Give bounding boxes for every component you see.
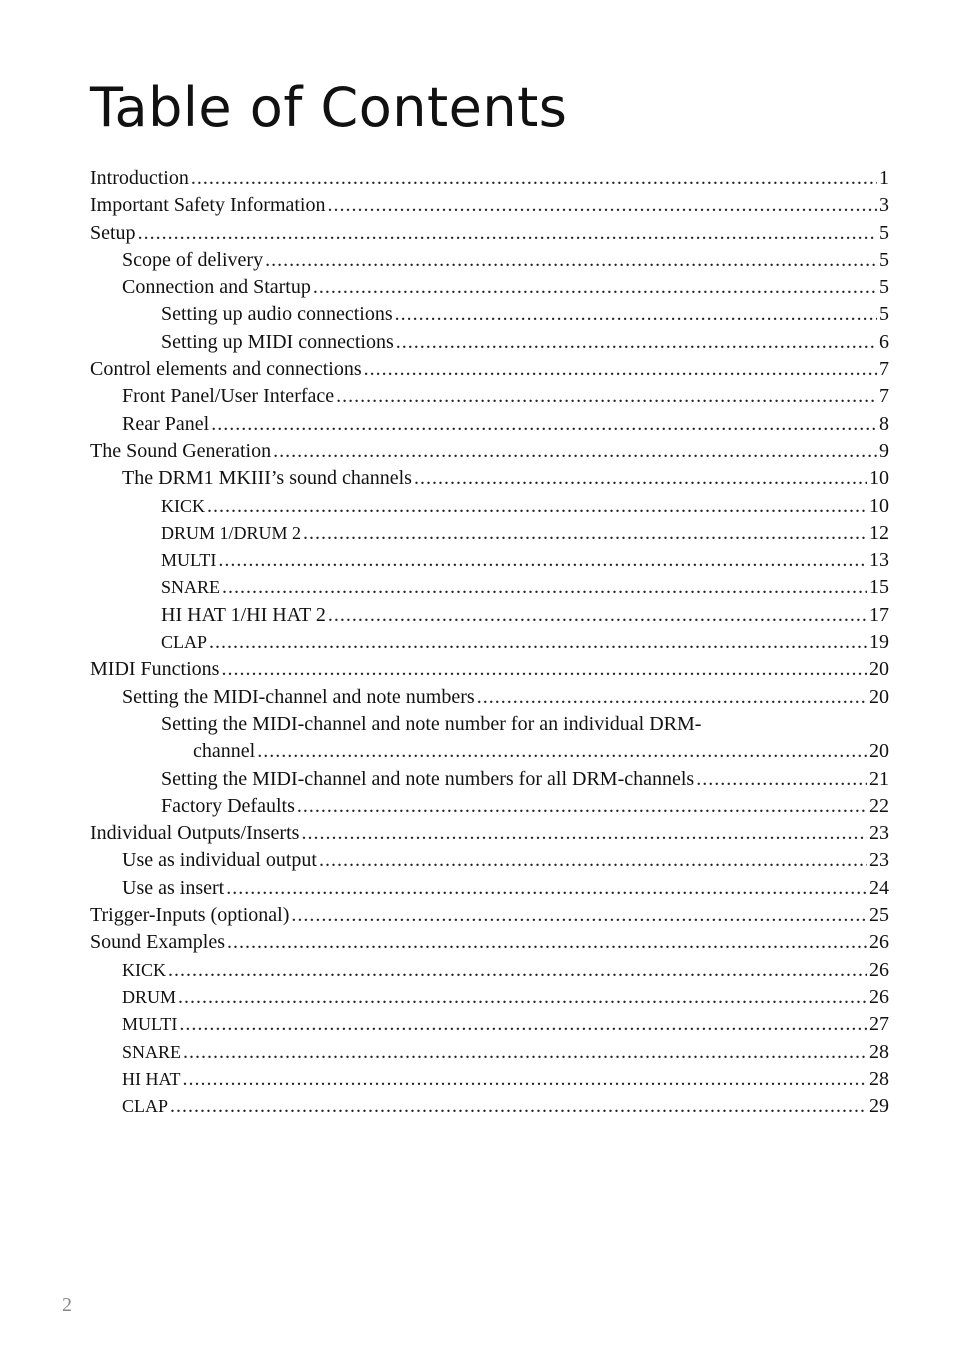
dot-leader xyxy=(191,165,877,192)
toc-entry-label: HI HAT 1/HI HAT 2 xyxy=(161,603,326,626)
toc-entry-page: 28 xyxy=(869,1040,889,1063)
dot-leader xyxy=(218,547,867,574)
toc-entry-label: MULTI xyxy=(122,1014,178,1035)
toc-entry-page: 29 xyxy=(869,1095,889,1118)
toc-entry-page: 13 xyxy=(869,549,889,572)
dot-leader xyxy=(221,656,867,683)
toc-entry-page: 19 xyxy=(869,631,889,654)
toc-entry-page: 22 xyxy=(869,794,889,817)
toc-entry-label: Important Safety Information xyxy=(90,194,326,217)
toc-entry[interactable] xyxy=(90,902,889,929)
toc-entry[interactable] xyxy=(90,875,889,902)
toc-entry-label-continued: channel xyxy=(193,740,256,763)
toc-entry-label: Setting up audio connections xyxy=(161,303,393,326)
dot-leader xyxy=(395,301,877,328)
toc-entry-page: 26 xyxy=(869,958,889,981)
dot-leader xyxy=(227,929,867,956)
toc-entry[interactable] xyxy=(90,411,889,438)
toc-entry[interactable] xyxy=(90,1066,889,1093)
dot-leader xyxy=(301,820,867,847)
dot-leader xyxy=(477,684,867,711)
toc-entry-label: Setup xyxy=(90,221,136,244)
toc-entry-page: 17 xyxy=(869,603,889,626)
toc-entry[interactable] xyxy=(90,165,889,192)
toc-entry[interactable] xyxy=(90,793,889,820)
toc-entry-page: 5 xyxy=(879,221,889,244)
toc-entry-page: 7 xyxy=(879,385,889,408)
toc-entry-page: 20 xyxy=(869,658,889,681)
toc-entry-page: 6 xyxy=(879,330,889,353)
dot-leader xyxy=(211,411,877,438)
toc-entry[interactable] xyxy=(90,438,889,465)
dot-leader xyxy=(396,329,877,356)
toc-entry[interactable] xyxy=(90,1011,889,1038)
toc-entry-label: Use as individual output xyxy=(122,849,317,872)
toc-entry-page: 5 xyxy=(879,276,889,299)
toc-entry[interactable] xyxy=(90,1093,889,1120)
toc-entry[interactable] xyxy=(90,547,889,574)
dot-leader xyxy=(207,493,867,520)
toc-entry-page: 26 xyxy=(869,985,889,1008)
toc-entry-label: Scope of delivery xyxy=(122,248,264,271)
dot-leader xyxy=(265,247,877,274)
toc-entry[interactable] xyxy=(90,957,889,984)
dot-leader xyxy=(178,984,867,1011)
toc-entry-page: 5 xyxy=(879,248,889,271)
toc-entry-label: Setting the MIDI-channel and note number for an individual DRM- xyxy=(161,712,702,735)
toc-entry-page: 23 xyxy=(869,849,889,872)
toc-entry-label: Use as insert xyxy=(122,876,225,899)
toc-entry[interactable] xyxy=(90,602,889,629)
toc-entry-label: SNARE xyxy=(122,1041,182,1062)
toc-entry-label: Control elements and connections xyxy=(90,358,362,381)
toc-entry-page: 12 xyxy=(869,521,889,544)
toc-entry-page: 1 xyxy=(879,167,889,189)
toc-entry-label: HI HAT xyxy=(122,1068,181,1089)
toc-entry-page: 21 xyxy=(869,767,889,790)
dot-leader xyxy=(257,738,867,765)
toc-entry-page: 25 xyxy=(869,904,889,927)
dot-leader xyxy=(168,957,867,984)
toc-entry[interactable] xyxy=(90,274,889,301)
toc-entry-label: DRUM 1/DRUM 2 xyxy=(161,522,302,543)
toc-entry[interactable] xyxy=(90,192,889,219)
toc-entry-label: Setting the MIDI-channel and note numbers for all DRM-channels xyxy=(161,767,695,790)
dot-leader xyxy=(313,274,877,301)
toc-entry-label: Setting the MIDI-channel and note numbers xyxy=(122,685,475,708)
toc-entry-page: 9 xyxy=(879,439,889,462)
toc-entry-label: Factory Defaults xyxy=(161,794,295,817)
toc-entry[interactable] xyxy=(90,711,889,766)
dot-leader xyxy=(336,383,877,410)
toc-entry[interactable] xyxy=(90,247,889,274)
toc-entry[interactable] xyxy=(90,520,889,547)
toc-entry-label: Trigger-Inputs (optional) xyxy=(90,904,290,927)
toc-entry-page: 27 xyxy=(869,1013,889,1036)
toc-entry[interactable] xyxy=(90,574,889,601)
toc-entry[interactable] xyxy=(90,847,889,874)
toc-entry-page: 20 xyxy=(869,685,889,708)
dot-leader xyxy=(414,465,867,492)
page-number: 2 xyxy=(62,1294,72,1316)
toc-entry-label: Connection and Startup xyxy=(122,276,311,299)
dot-leader xyxy=(291,902,867,929)
dot-leader xyxy=(179,1011,867,1038)
dot-leader xyxy=(170,1093,867,1120)
toc-entry-label: DRUM xyxy=(122,986,177,1007)
toc-entry-page: 10 xyxy=(869,494,889,517)
toc-entry-page: 5 xyxy=(879,303,889,326)
toc-entry-page: 26 xyxy=(869,931,889,954)
toc-entry-page: 24 xyxy=(869,876,889,899)
toc-entry-label: KICK xyxy=(161,495,205,516)
toc-entry-page: 23 xyxy=(869,822,889,845)
dot-leader xyxy=(183,1039,867,1066)
toc-entry[interactable] xyxy=(90,220,889,247)
toc-entry-label: Front Panel/User Interface xyxy=(122,385,335,408)
dot-leader xyxy=(328,602,867,629)
toc-entry-page: 20 xyxy=(869,740,889,763)
toc-entry-page: 8 xyxy=(879,412,889,435)
toc-entry-label: The DRM1 MKIII’s sound channels xyxy=(122,467,412,490)
dot-leader xyxy=(328,192,878,219)
toc-entry[interactable] xyxy=(90,465,889,492)
toc-entry-label: SNARE xyxy=(161,577,221,598)
dot-leader xyxy=(138,220,877,247)
dot-leader xyxy=(696,766,867,793)
dot-leader xyxy=(364,356,877,383)
dot-leader xyxy=(297,793,867,820)
toc-entry-page: 3 xyxy=(879,194,889,217)
toc-entry-label: Introduction xyxy=(90,167,189,189)
toc-entry[interactable] xyxy=(90,820,889,847)
toc-entry[interactable] xyxy=(90,984,889,1011)
toc-entry-label: Sound Examples xyxy=(90,931,225,954)
toc-entry-label: CLAP xyxy=(161,632,208,653)
dot-leader xyxy=(303,520,867,547)
toc-entry[interactable] xyxy=(90,656,889,683)
dot-leader xyxy=(222,574,867,601)
toc-entry[interactable] xyxy=(90,929,889,956)
dot-leader xyxy=(319,847,867,874)
dot-leader xyxy=(209,629,867,656)
toc-entry[interactable] xyxy=(90,329,889,356)
toc-entry-page: 10 xyxy=(869,467,889,490)
toc-entry-label: KICK xyxy=(122,959,166,980)
table-of-contents xyxy=(90,165,889,1120)
toc-entry[interactable] xyxy=(90,1039,889,1066)
toc-entry-label: Individual Outputs/Inserts xyxy=(90,822,300,845)
toc-entry[interactable] xyxy=(90,301,889,328)
toc-entry[interactable] xyxy=(90,383,889,410)
dot-leader xyxy=(273,438,877,465)
toc-entry-label: MULTI xyxy=(161,550,217,571)
toc-entry-label: The Sound Generation xyxy=(90,439,272,462)
toc-entry-page: 7 xyxy=(879,358,889,381)
toc-entry[interactable] xyxy=(90,356,889,383)
toc-entry-page: 28 xyxy=(869,1067,889,1090)
dot-leader xyxy=(226,875,867,902)
toc-entry[interactable] xyxy=(90,629,889,656)
toc-entry[interactable] xyxy=(90,493,889,520)
toc-entry[interactable] xyxy=(90,684,889,711)
toc-entry-page: 15 xyxy=(869,576,889,599)
dot-leader xyxy=(183,1066,868,1093)
toc-entry[interactable] xyxy=(90,766,889,793)
toc-entry-label: CLAP xyxy=(122,1096,169,1117)
toc-entry-label: MIDI Functions xyxy=(90,658,220,681)
toc-entry-label: Setting up MIDI connections xyxy=(161,330,394,353)
page-title: Table of Contents xyxy=(90,76,568,139)
toc-entry-label: Rear Panel xyxy=(122,412,210,435)
